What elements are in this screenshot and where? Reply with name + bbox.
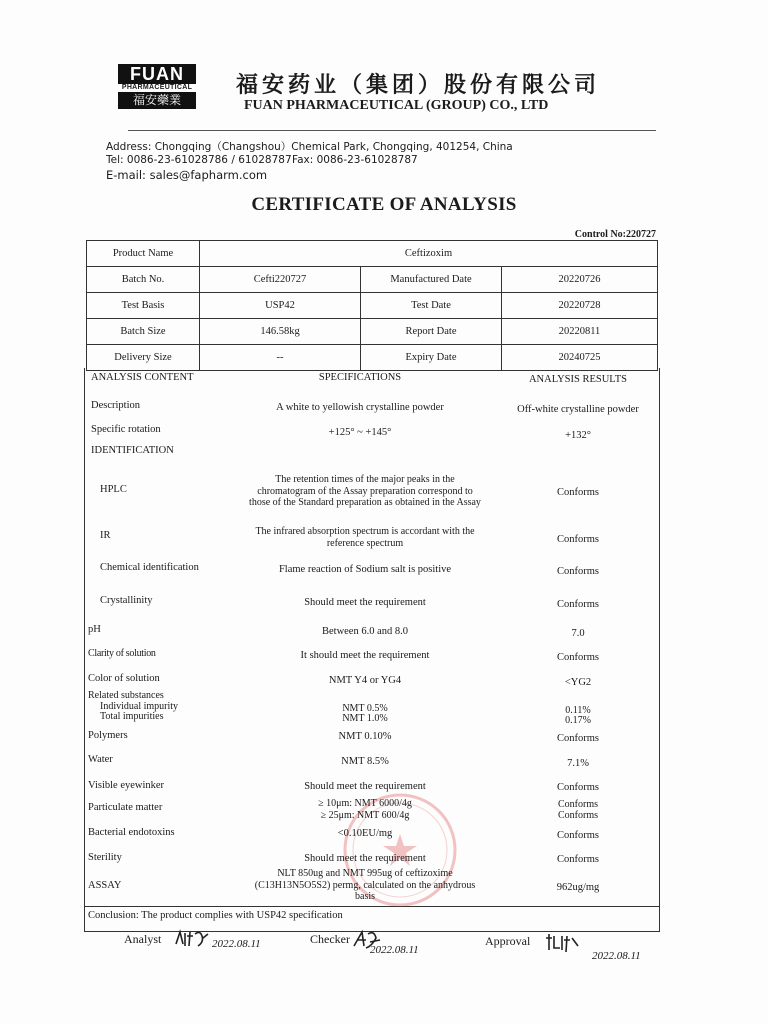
row-label-ir: IR bbox=[100, 530, 111, 541]
spec-particulate-25um: ≥ 25μm: NMT 600/4g bbox=[320, 810, 410, 821]
logo-wordmark: FUAN bbox=[118, 64, 196, 84]
batch-no-label: Batch No. bbox=[87, 267, 200, 293]
company-fax: Fax: 0086-23-61028787 bbox=[292, 154, 418, 166]
row-label-related-substances: Related substances bbox=[88, 690, 164, 701]
result-chemical-identification: Conforms bbox=[557, 566, 599, 577]
analyst-label: Analyst bbox=[124, 932, 162, 946]
row-label-particulate-matter: Particulate matter bbox=[88, 802, 163, 813]
product-info-table bbox=[86, 240, 658, 371]
row-label-polymers: Polymers bbox=[88, 730, 128, 741]
product-name-value: Ceftizoxim bbox=[200, 241, 658, 267]
spec-rotation: +125° ~ +145° bbox=[328, 427, 392, 438]
expiry-date-value: 20240725 bbox=[502, 345, 658, 371]
result-ir: Conforms bbox=[557, 534, 599, 545]
spec-bacterial-endotoxins: <0.10EU/mg bbox=[337, 828, 393, 839]
batch-no-value: Cefti220727 bbox=[200, 267, 361, 293]
header-analysis-results: ANALYSIS RESULTS bbox=[528, 374, 628, 385]
header-analysis-content: ANALYSIS CONTENT bbox=[91, 372, 194, 383]
company-email: E-mail: sales@fapharm.com bbox=[106, 168, 268, 182]
result-rotation: +132° bbox=[565, 430, 591, 441]
spec-ir-line2: reference spectrum bbox=[326, 538, 404, 549]
report-date-label: Report Date bbox=[361, 319, 502, 345]
row-label-clarity: Clarity of solution bbox=[88, 648, 156, 659]
result-polymers: Conforms bbox=[557, 733, 599, 744]
logo-chinese: 福安藥業 bbox=[118, 92, 196, 109]
test-date-value: 20220728 bbox=[502, 293, 658, 319]
result-description: Off-white crystalline powder bbox=[517, 404, 639, 415]
spec-ir-line1: The infrared absorption spectrum is accordant with the bbox=[255, 526, 475, 537]
product-name-label: Product Name bbox=[87, 241, 200, 267]
result-water: 7.1% bbox=[567, 758, 589, 769]
section-identification: IDENTIFICATION bbox=[91, 445, 174, 456]
result-clarity: Conforms bbox=[557, 652, 599, 663]
row-label-hplc: HPLC bbox=[100, 484, 127, 495]
spec-visible-eyewinker: Should meet the requirement bbox=[304, 781, 426, 792]
spec-hplc-line1: The retention times of the major peaks in the bbox=[275, 474, 455, 485]
analyst-date: 2022.08.11 bbox=[212, 938, 261, 950]
spec-assay-line2: (C13H13N5O5S2) permg, calculated on the anhydrous bbox=[254, 880, 476, 891]
spec-crystallinity: Should meet the requirement bbox=[304, 597, 426, 608]
row-label-ph: pH bbox=[88, 624, 101, 635]
table-row bbox=[87, 319, 658, 345]
result-particulate-25um: Conforms bbox=[558, 810, 598, 821]
result-bacterial-endotoxins: Conforms bbox=[557, 830, 599, 841]
header-divider bbox=[128, 130, 656, 131]
result-sterility: Conforms bbox=[557, 854, 599, 865]
row-label-visible-eyewinker: Visible eyewinker bbox=[88, 780, 165, 791]
expiry-date-label: Expiry Date bbox=[361, 345, 502, 371]
approval-date: 2022.08.11 bbox=[592, 950, 641, 962]
batch-size-value: 146.58kg bbox=[200, 319, 361, 345]
table-row bbox=[87, 267, 658, 293]
row-label-crystallinity: Crystallinity bbox=[100, 595, 153, 606]
spec-total-impurities: NMT 1.0% bbox=[342, 713, 388, 724]
logo-subtitle: PHARMACEUTICAL bbox=[121, 84, 193, 91]
delivery-size-value: -- bbox=[200, 345, 361, 371]
spec-polymers: NMT 0.10% bbox=[338, 731, 392, 742]
checker-date: 2022.08.11 bbox=[370, 944, 419, 956]
table-row bbox=[87, 293, 658, 319]
approval-signature-icon bbox=[544, 932, 580, 956]
result-particulate-10um: Conforms bbox=[558, 799, 598, 810]
result-total-impurities: 0.17% bbox=[565, 715, 591, 726]
header-specifications: SPECIFICATIONS bbox=[318, 372, 402, 383]
row-label-sterility: Sterility bbox=[88, 852, 122, 863]
analyst-signature-icon bbox=[174, 928, 210, 950]
row-label-description: Description bbox=[91, 400, 140, 411]
company-name-en: FUAN PHARMACEUTICAL (GROUP) CO., LTD bbox=[244, 98, 549, 113]
spec-chemical-identification: Flame reaction of Sodium salt is positive bbox=[278, 564, 452, 575]
document-title: CERTIFICATE OF ANALYSIS bbox=[251, 194, 517, 215]
manufactured-date-value: 20220726 bbox=[502, 267, 658, 293]
row-label-assay: ASSAY bbox=[88, 880, 122, 891]
result-visible-eyewinker: Conforms bbox=[557, 782, 599, 793]
checker-label: Checker bbox=[310, 932, 350, 946]
company-address: Address: Chongqing（Changshou）Chemical Park, Chongqing, 401254, China bbox=[106, 141, 513, 153]
result-crystallinity: Conforms bbox=[557, 599, 599, 610]
manufactured-date-label: Manufactured Date bbox=[361, 267, 502, 293]
row-label-rotation: Specific rotation bbox=[91, 424, 161, 435]
spec-individual-impurity: NMT 0.5% bbox=[342, 703, 388, 714]
spec-particulate-10um: ≥ 10μm: NMT 6000/4g bbox=[318, 798, 412, 809]
row-label-water: Water bbox=[88, 754, 113, 765]
delivery-size-label: Delivery Size bbox=[87, 345, 200, 371]
row-label-bacterial-endotoxins: Bacterial endotoxins bbox=[88, 827, 175, 838]
spec-ph: Between 6.0 and 8.0 bbox=[321, 626, 409, 637]
conclusion-text: Conclusion: The product complies with USP42 specification bbox=[88, 910, 343, 921]
row-label-color: Color of solution bbox=[88, 673, 160, 684]
spec-hplc-line3: those of the Standard preparation as obtained in the Assay bbox=[249, 497, 481, 508]
company-tel: Tel: 0086-23-61028786 / 61028787 bbox=[106, 154, 292, 166]
result-assay: 962ug/mg bbox=[556, 882, 600, 893]
spec-hplc-line2: chromatogram of the Assay preparation correspond to bbox=[257, 486, 473, 497]
company-logo bbox=[118, 64, 196, 110]
table-row bbox=[87, 345, 658, 371]
batch-size-label: Batch Size bbox=[87, 319, 200, 345]
spec-assay-line1: NLT 850ug and NMT 995ug of ceftizoxime bbox=[277, 868, 453, 879]
result-color: <YG2 bbox=[564, 677, 592, 688]
result-ph: 7.0 bbox=[571, 628, 585, 639]
spec-assay-line3: basis bbox=[355, 891, 375, 902]
row-label-individual-impurity: Individual impurity bbox=[100, 701, 179, 712]
spec-clarity: It should meet the requirement bbox=[300, 650, 430, 661]
result-hplc: Conforms bbox=[557, 487, 599, 498]
test-basis-value: USP42 bbox=[200, 293, 361, 319]
test-basis-label: Test Basis bbox=[87, 293, 200, 319]
spec-description: A white to yellowish crystalline powder bbox=[276, 402, 444, 413]
control-number: Control No:220727 bbox=[574, 229, 656, 240]
spec-sterility: Should meet the requirement bbox=[304, 853, 426, 864]
spec-color: NMT Y4 or YG4 bbox=[328, 675, 402, 686]
row-label-chemical-identification: Chemical identification bbox=[100, 562, 199, 573]
result-individual-impurity: 0.11% bbox=[565, 705, 591, 716]
report-date-value: 20220811 bbox=[502, 319, 658, 345]
spec-water: NMT 8.5% bbox=[341, 756, 389, 767]
test-date-label: Test Date bbox=[361, 293, 502, 319]
row-label-total-impurities: Total impurities bbox=[100, 711, 164, 722]
company-name-cn: 福安药业（集团）股份有限公司 bbox=[236, 73, 601, 98]
approval-label: Approval bbox=[485, 934, 531, 948]
table-row bbox=[87, 241, 658, 267]
